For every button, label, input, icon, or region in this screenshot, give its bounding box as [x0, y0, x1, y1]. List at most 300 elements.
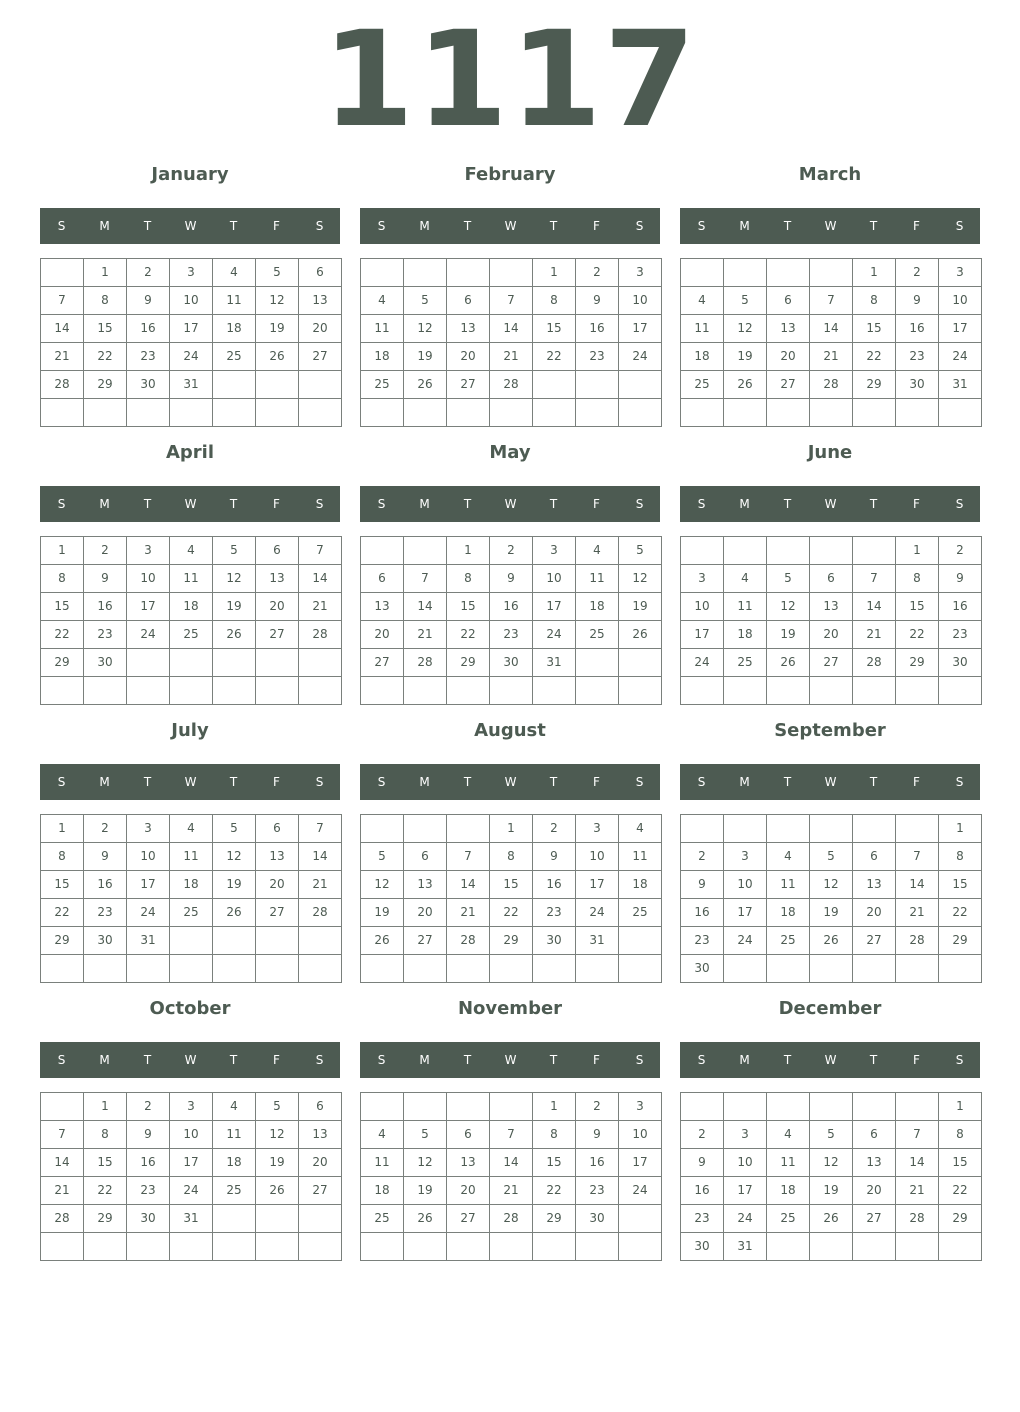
day-cell: 16	[490, 593, 533, 621]
day-cell	[490, 399, 533, 427]
day-cell: 22	[896, 621, 939, 649]
weekday-label: W	[504, 497, 517, 511]
week-row	[361, 593, 662, 621]
day-cell: 1	[490, 815, 533, 843]
day-cell	[84, 677, 127, 705]
week-row	[681, 1121, 982, 1149]
day-cell: 11	[724, 593, 767, 621]
day-cell	[853, 815, 896, 843]
day-cell	[84, 1233, 127, 1261]
day-cell	[299, 399, 342, 427]
day-cell: 4	[170, 537, 213, 565]
day-cell: 30	[681, 955, 724, 983]
day-cell: 26	[404, 1205, 447, 1233]
day-cell: 8	[84, 1121, 127, 1149]
week-row	[361, 399, 662, 427]
day-cell: 1	[853, 259, 896, 287]
weekday-label: T	[463, 775, 472, 789]
day-cell: 8	[41, 843, 84, 871]
weekday-label: T	[869, 497, 878, 511]
day-cell: 7	[490, 287, 533, 315]
weekday-label: W	[184, 497, 197, 511]
weekday-label: S	[635, 775, 644, 789]
day-grid	[40, 1092, 342, 1261]
day-cell: 11	[170, 565, 213, 593]
week-row	[361, 537, 662, 565]
day-cell: 4	[213, 1093, 256, 1121]
day-grid	[680, 258, 982, 427]
day-cell: 18	[170, 593, 213, 621]
day-cell: 24	[619, 1177, 662, 1205]
day-cell	[299, 677, 342, 705]
day-cell	[810, 677, 853, 705]
day-cell: 30	[576, 1205, 619, 1233]
month-name: February	[464, 164, 556, 185]
week-row	[681, 815, 982, 843]
day-cell: 31	[533, 649, 576, 677]
day-cell	[576, 399, 619, 427]
day-cell: 31	[127, 927, 170, 955]
day-cell	[619, 649, 662, 677]
day-cell: 5	[404, 287, 447, 315]
day-cell: 4	[681, 287, 724, 315]
day-cell	[896, 955, 939, 983]
day-cell: 5	[404, 1121, 447, 1149]
day-cell: 6	[404, 843, 447, 871]
day-cell: 4	[619, 815, 662, 843]
day-cell: 4	[767, 1121, 810, 1149]
day-cell	[127, 955, 170, 983]
day-cell	[361, 955, 404, 983]
day-cell	[724, 815, 767, 843]
day-cell: 19	[767, 621, 810, 649]
year-title: 1117	[322, 3, 698, 157]
day-cell	[404, 1233, 447, 1261]
month-name: November	[457, 998, 563, 1019]
weekday-label: W	[184, 775, 197, 789]
week-row	[361, 1233, 662, 1261]
day-cell: 13	[810, 593, 853, 621]
day-grid	[360, 536, 662, 705]
week-row	[361, 1205, 662, 1233]
day-cell: 24	[619, 343, 662, 371]
day-cell: 16	[533, 871, 576, 899]
day-cell: 2	[896, 259, 939, 287]
weekday-label: T	[783, 497, 792, 511]
day-cell: 23	[681, 1205, 724, 1233]
day-cell: 11	[213, 1121, 256, 1149]
day-cell: 6	[767, 287, 810, 315]
week-row	[361, 843, 662, 871]
week-row	[681, 259, 982, 287]
day-cell: 22	[853, 343, 896, 371]
day-cell: 21	[896, 899, 939, 927]
day-cell	[939, 955, 982, 983]
day-cell: 25	[213, 1177, 256, 1205]
day-cell: 27	[256, 621, 299, 649]
day-cell: 14	[41, 315, 84, 343]
day-cell: 11	[619, 843, 662, 871]
day-cell: 25	[724, 649, 767, 677]
weekday-label: S	[955, 497, 964, 511]
month-name: September	[774, 720, 886, 741]
month-name: October	[149, 998, 231, 1019]
week-row	[41, 287, 342, 315]
day-cell	[41, 399, 84, 427]
day-cell: 26	[619, 621, 662, 649]
day-cell: 5	[361, 843, 404, 871]
day-cell: 16	[127, 315, 170, 343]
weekday-label: T	[229, 775, 238, 789]
day-cell: 20	[256, 593, 299, 621]
day-cell: 18	[681, 343, 724, 371]
day-cell: 15	[533, 315, 576, 343]
day-cell: 8	[533, 1121, 576, 1149]
day-cell: 20	[447, 343, 490, 371]
weekday-label: F	[273, 219, 280, 233]
day-cell: 27	[447, 1205, 490, 1233]
day-cell: 30	[84, 927, 127, 955]
day-cell: 11	[213, 287, 256, 315]
day-cell: 18	[767, 899, 810, 927]
week-row	[361, 565, 662, 593]
day-cell: 23	[681, 927, 724, 955]
weekday-label: T	[783, 775, 792, 789]
day-cell: 22	[84, 343, 127, 371]
day-cell: 1	[41, 537, 84, 565]
weekday-label: T	[143, 775, 152, 789]
week-row	[41, 1205, 342, 1233]
day-cell: 17	[619, 1149, 662, 1177]
day-cell: 5	[619, 537, 662, 565]
day-cell: 30	[127, 371, 170, 399]
weekday-label: W	[824, 775, 837, 789]
weekday-label: T	[783, 1053, 792, 1067]
day-cell: 24	[170, 1177, 213, 1205]
day-cell: 22	[533, 1177, 576, 1205]
day-cell	[490, 259, 533, 287]
day-cell: 8	[533, 287, 576, 315]
day-cell: 20	[447, 1177, 490, 1205]
weekday-label: S	[57, 219, 66, 233]
day-cell: 7	[896, 1121, 939, 1149]
day-cell: 10	[619, 1121, 662, 1149]
weekday-label: S	[315, 497, 324, 511]
week-row	[41, 315, 342, 343]
day-cell	[299, 927, 342, 955]
day-cell: 19	[810, 1177, 853, 1205]
day-cell: 6	[447, 1121, 490, 1149]
day-cell: 20	[853, 899, 896, 927]
day-cell	[213, 677, 256, 705]
day-cell	[853, 537, 896, 565]
day-cell: 5	[256, 1093, 299, 1121]
week-row	[41, 815, 342, 843]
day-cell: 31	[170, 371, 213, 399]
weekday-header	[40, 208, 340, 244]
day-cell	[299, 649, 342, 677]
day-cell	[84, 955, 127, 983]
day-cell: 21	[853, 621, 896, 649]
day-cell: 20	[767, 343, 810, 371]
day-cell: 9	[681, 1149, 724, 1177]
day-cell: 23	[533, 899, 576, 927]
day-cell: 16	[681, 899, 724, 927]
day-cell: 22	[84, 1177, 127, 1205]
day-cell: 24	[127, 899, 170, 927]
day-cell: 12	[256, 287, 299, 315]
day-cell: 13	[447, 315, 490, 343]
day-cell: 27	[404, 927, 447, 955]
day-cell: 31	[170, 1205, 213, 1233]
day-cell: 9	[939, 565, 982, 593]
weekday-label: M	[419, 775, 430, 789]
day-grid	[40, 258, 342, 427]
day-cell: 19	[213, 871, 256, 899]
day-cell	[939, 677, 982, 705]
weekday-label: M	[739, 219, 750, 233]
weekday-label: W	[504, 775, 517, 789]
day-cell: 19	[724, 343, 767, 371]
week-row	[361, 1093, 662, 1121]
day-cell: 4	[724, 565, 767, 593]
day-cell	[170, 927, 213, 955]
day-cell: 28	[853, 649, 896, 677]
day-cell: 10	[170, 1121, 213, 1149]
day-cell: 17	[127, 593, 170, 621]
day-cell: 26	[213, 899, 256, 927]
day-cell	[213, 927, 256, 955]
week-row	[41, 343, 342, 371]
day-cell: 16	[681, 1177, 724, 1205]
day-cell: 2	[84, 537, 127, 565]
weekday-label: S	[315, 1053, 324, 1067]
week-row	[41, 955, 342, 983]
day-cell	[490, 677, 533, 705]
weekday-header	[680, 486, 980, 522]
day-cell: 28	[447, 927, 490, 955]
day-cell: 15	[939, 1149, 982, 1177]
day-cell	[767, 399, 810, 427]
day-cell	[681, 1093, 724, 1121]
day-cell: 9	[576, 287, 619, 315]
day-cell: 29	[447, 649, 490, 677]
day-cell: 3	[939, 259, 982, 287]
day-cell: 12	[213, 843, 256, 871]
day-cell: 7	[41, 1121, 84, 1149]
day-cell: 13	[404, 871, 447, 899]
day-cell	[447, 1233, 490, 1261]
day-cell	[853, 955, 896, 983]
day-cell: 26	[810, 927, 853, 955]
day-cell: 13	[853, 871, 896, 899]
day-cell: 14	[447, 871, 490, 899]
day-cell: 4	[170, 815, 213, 843]
day-cell: 24	[939, 343, 982, 371]
day-cell	[256, 371, 299, 399]
day-cell: 16	[84, 593, 127, 621]
weekday-label: W	[824, 219, 837, 233]
day-grid	[680, 536, 982, 705]
day-cell: 15	[853, 315, 896, 343]
day-cell	[619, 955, 662, 983]
day-cell	[896, 815, 939, 843]
day-cell: 20	[810, 621, 853, 649]
day-cell: 17	[724, 1177, 767, 1205]
weekday-label: F	[593, 219, 600, 233]
day-cell: 10	[681, 593, 724, 621]
day-cell: 17	[681, 621, 724, 649]
week-row	[361, 621, 662, 649]
day-cell: 28	[41, 1205, 84, 1233]
weekday-label: S	[697, 775, 706, 789]
day-cell: 11	[361, 315, 404, 343]
weekday-label: S	[955, 775, 964, 789]
day-cell: 2	[576, 1093, 619, 1121]
day-cell	[84, 399, 127, 427]
day-cell	[170, 677, 213, 705]
day-cell: 18	[361, 343, 404, 371]
week-row	[41, 649, 342, 677]
day-cell: 16	[896, 315, 939, 343]
week-row	[41, 1093, 342, 1121]
day-cell: 1	[84, 1093, 127, 1121]
month-name: July	[171, 720, 209, 741]
day-cell: 10	[939, 287, 982, 315]
day-cell: 13	[767, 315, 810, 343]
day-cell	[810, 537, 853, 565]
day-cell	[767, 677, 810, 705]
day-cell	[576, 955, 619, 983]
weekday-label: M	[99, 497, 110, 511]
day-cell: 23	[127, 1177, 170, 1205]
day-cell: 2	[576, 259, 619, 287]
day-cell: 19	[361, 899, 404, 927]
day-cell: 12	[810, 1149, 853, 1177]
weekday-label: W	[184, 219, 197, 233]
day-cell: 1	[939, 815, 982, 843]
day-cell	[767, 1093, 810, 1121]
weekday-label: T	[463, 1053, 472, 1067]
day-cell: 2	[681, 843, 724, 871]
day-cell: 22	[490, 899, 533, 927]
day-cell: 10	[127, 565, 170, 593]
day-cell	[256, 1233, 299, 1261]
day-cell: 7	[299, 537, 342, 565]
weekday-label: S	[635, 497, 644, 511]
day-cell: 10	[619, 287, 662, 315]
weekday-label: T	[549, 497, 558, 511]
day-cell	[576, 371, 619, 399]
day-cell: 19	[810, 899, 853, 927]
day-cell: 4	[767, 843, 810, 871]
weekday-label: W	[824, 497, 837, 511]
day-cell	[299, 955, 342, 983]
day-cell	[404, 399, 447, 427]
day-cell: 7	[853, 565, 896, 593]
day-cell: 15	[896, 593, 939, 621]
week-row	[41, 371, 342, 399]
day-cell: 12	[724, 315, 767, 343]
day-cell: 19	[213, 593, 256, 621]
day-cell: 3	[619, 259, 662, 287]
day-cell	[681, 677, 724, 705]
week-row	[361, 259, 662, 287]
weekday-label: T	[869, 219, 878, 233]
day-cell	[619, 1205, 662, 1233]
day-cell: 24	[724, 927, 767, 955]
day-cell: 19	[256, 315, 299, 343]
day-cell: 4	[361, 287, 404, 315]
day-cell: 21	[447, 899, 490, 927]
day-cell	[213, 371, 256, 399]
day-cell: 2	[127, 259, 170, 287]
day-cell: 19	[619, 593, 662, 621]
day-cell	[127, 677, 170, 705]
day-cell: 3	[724, 843, 767, 871]
weekday-label: S	[377, 497, 386, 511]
day-cell: 29	[533, 1205, 576, 1233]
day-cell: 26	[404, 371, 447, 399]
weekday-label: M	[419, 219, 430, 233]
day-cell: 27	[361, 649, 404, 677]
day-cell: 29	[41, 649, 84, 677]
weekday-header	[360, 208, 660, 244]
month-name: December	[778, 998, 882, 1019]
day-cell: 3	[681, 565, 724, 593]
day-cell: 12	[810, 871, 853, 899]
day-cell: 20	[299, 315, 342, 343]
day-cell: 6	[810, 565, 853, 593]
weekday-label: S	[315, 219, 324, 233]
day-cell: 3	[127, 537, 170, 565]
day-cell: 15	[490, 871, 533, 899]
month-name: June	[807, 442, 853, 463]
day-cell: 12	[767, 593, 810, 621]
week-row	[681, 399, 982, 427]
day-cell: 9	[533, 843, 576, 871]
day-cell: 5	[810, 843, 853, 871]
day-cell: 10	[127, 843, 170, 871]
week-row	[361, 371, 662, 399]
day-cell: 28	[41, 371, 84, 399]
day-cell: 9	[576, 1121, 619, 1149]
day-cell	[41, 1233, 84, 1261]
day-cell: 13	[256, 843, 299, 871]
day-cell: 14	[896, 871, 939, 899]
day-cell: 4	[213, 259, 256, 287]
day-cell: 11	[170, 843, 213, 871]
day-cell: 14	[490, 315, 533, 343]
day-grid	[40, 814, 342, 983]
day-cell	[404, 1093, 447, 1121]
weekday-label: S	[955, 219, 964, 233]
day-cell: 15	[84, 1149, 127, 1177]
weekday-label: T	[549, 775, 558, 789]
day-cell: 30	[84, 649, 127, 677]
day-cell: 8	[84, 287, 127, 315]
week-row	[41, 1177, 342, 1205]
weekday-label: F	[913, 219, 920, 233]
day-cell: 26	[213, 621, 256, 649]
day-cell: 3	[619, 1093, 662, 1121]
day-cell: 31	[939, 371, 982, 399]
day-cell	[404, 259, 447, 287]
week-row	[361, 1121, 662, 1149]
day-cell	[724, 537, 767, 565]
day-cell	[127, 1233, 170, 1261]
day-cell: 18	[361, 1177, 404, 1205]
